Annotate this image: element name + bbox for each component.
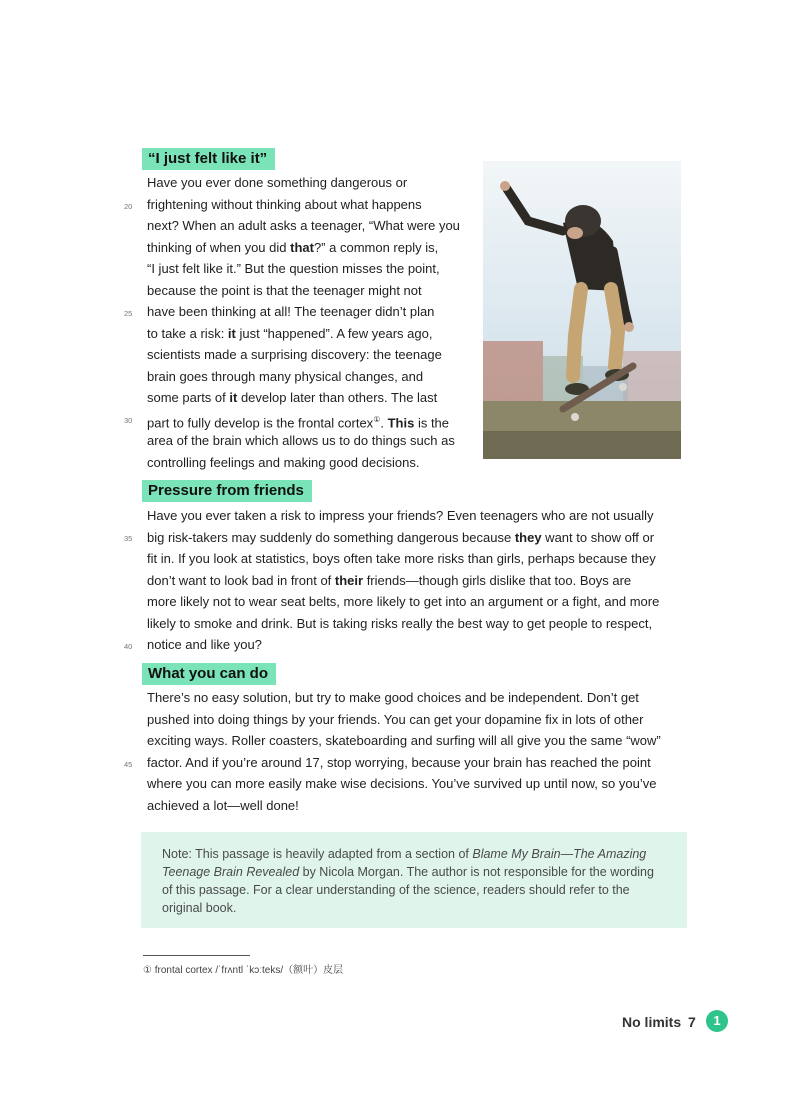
source-note-box xyxy=(141,832,687,928)
text-line: exciting ways. Roller coasters, skateboarding and surfing will all give you the same “wow” xyxy=(147,733,661,748)
section3-paragraph xyxy=(147,687,661,816)
line-number: 20 xyxy=(124,202,133,211)
text-line: area of the brain which allows us to do things such as xyxy=(147,433,455,448)
footnote: ① frontal cortex /ˈfrʌntl ˈkɔːteks/（额叶）皮层 xyxy=(143,965,344,976)
unit-badge: 1 xyxy=(706,1010,728,1032)
text-line: frightening without thinking about what happens xyxy=(147,196,422,212)
footnote-ref[interactable]: ① xyxy=(373,414,381,424)
text-line: where you can more easily make wise decisions. You’ve survived up until now, so you’ve xyxy=(147,776,657,791)
line-number: 45 xyxy=(124,760,133,769)
book-title: Blame My Brain—The Amazing Teenage Brain Revealed xyxy=(162,847,647,879)
text-line: next? When an adult asks a teenager, “What were you xyxy=(147,218,460,233)
line-number: 40 xyxy=(124,642,133,651)
text-line: achieved a lot—well done! xyxy=(147,797,299,813)
text-line: factor. And if you’re around 17, stop worrying, because your brain has reached the point xyxy=(147,754,651,770)
section-heading-just-felt: “I just felt like it” xyxy=(142,148,275,170)
source-note-text: Note: This passage is heavily adapted from a section of Blame My Brain—The Amazing Teenage Brain Revealed by Nicola Morgan. The author is not responsible for the wording of this passage. For a clear understanding of the science, readers should refer to the original book. xyxy=(162,847,654,915)
text-line: thinking of when you did that?” a common reply is, xyxy=(147,239,439,255)
text-line: have been thinking at all! The teenager didn’t plan xyxy=(147,304,435,319)
text-line: Have you ever taken a risk to impress your friends? Even teenagers who are not usually xyxy=(147,508,654,523)
text-line: “I just felt like it.” But the question misses the point, xyxy=(147,261,440,276)
page-number: 7 xyxy=(688,1014,696,1030)
section2-paragraph xyxy=(147,505,659,656)
text-line: to take a risk: it just “happened”. A few years ago, xyxy=(147,325,433,341)
section-heading-what-you-can-do: What you can do xyxy=(142,663,276,685)
footnote-divider xyxy=(143,955,250,956)
text-line: notice and like you? xyxy=(147,637,262,652)
text-line: part to fully develop is the frontal cortex①. This is the xyxy=(147,414,450,430)
text-line: don’t want to look bad in front of their friends—though girls dislike that too. Boys are xyxy=(147,572,632,588)
line-number: 35 xyxy=(124,534,133,543)
text-line: because the point is that the teenager might not xyxy=(147,282,422,298)
line-number: 25 xyxy=(124,309,133,318)
text-line: some parts of it develop later than others. The last xyxy=(147,390,438,405)
footer-unit-title: No limits xyxy=(622,1014,682,1030)
text-line: pushed into doing things by your friends. You can get your dopamine fix in lots of other xyxy=(147,711,644,727)
section-heading-pressure: Pressure from friends xyxy=(142,480,312,502)
text-line: brain goes through many physical changes, and xyxy=(147,368,424,384)
text-line: fit in. If you look at statistics, boys often take more risks than girls, perhaps because they xyxy=(147,551,656,566)
text-line: scientists made a surprising discovery: the teenage xyxy=(147,347,442,362)
section1-paragraph xyxy=(147,172,460,473)
text-line: controlling feelings and making good decisions. xyxy=(147,454,420,470)
skateboarder-photo xyxy=(483,161,681,459)
line-number: 30 xyxy=(124,416,133,425)
text-line: likely to smoke and drink. But is taking risks really the best way to get people to respect, xyxy=(147,615,653,631)
text-line: There’s no easy solution, but try to make good choices and be independent. Don’t get xyxy=(147,690,639,705)
text-line: Have you ever done something dangerous or xyxy=(147,175,408,190)
text-line: big risk-takers may suddenly do something dangerous because they want to show off or xyxy=(147,529,655,545)
text-line: more likely not to wear seat belts, more likely to get into an argument or a fight, and more xyxy=(147,594,660,609)
